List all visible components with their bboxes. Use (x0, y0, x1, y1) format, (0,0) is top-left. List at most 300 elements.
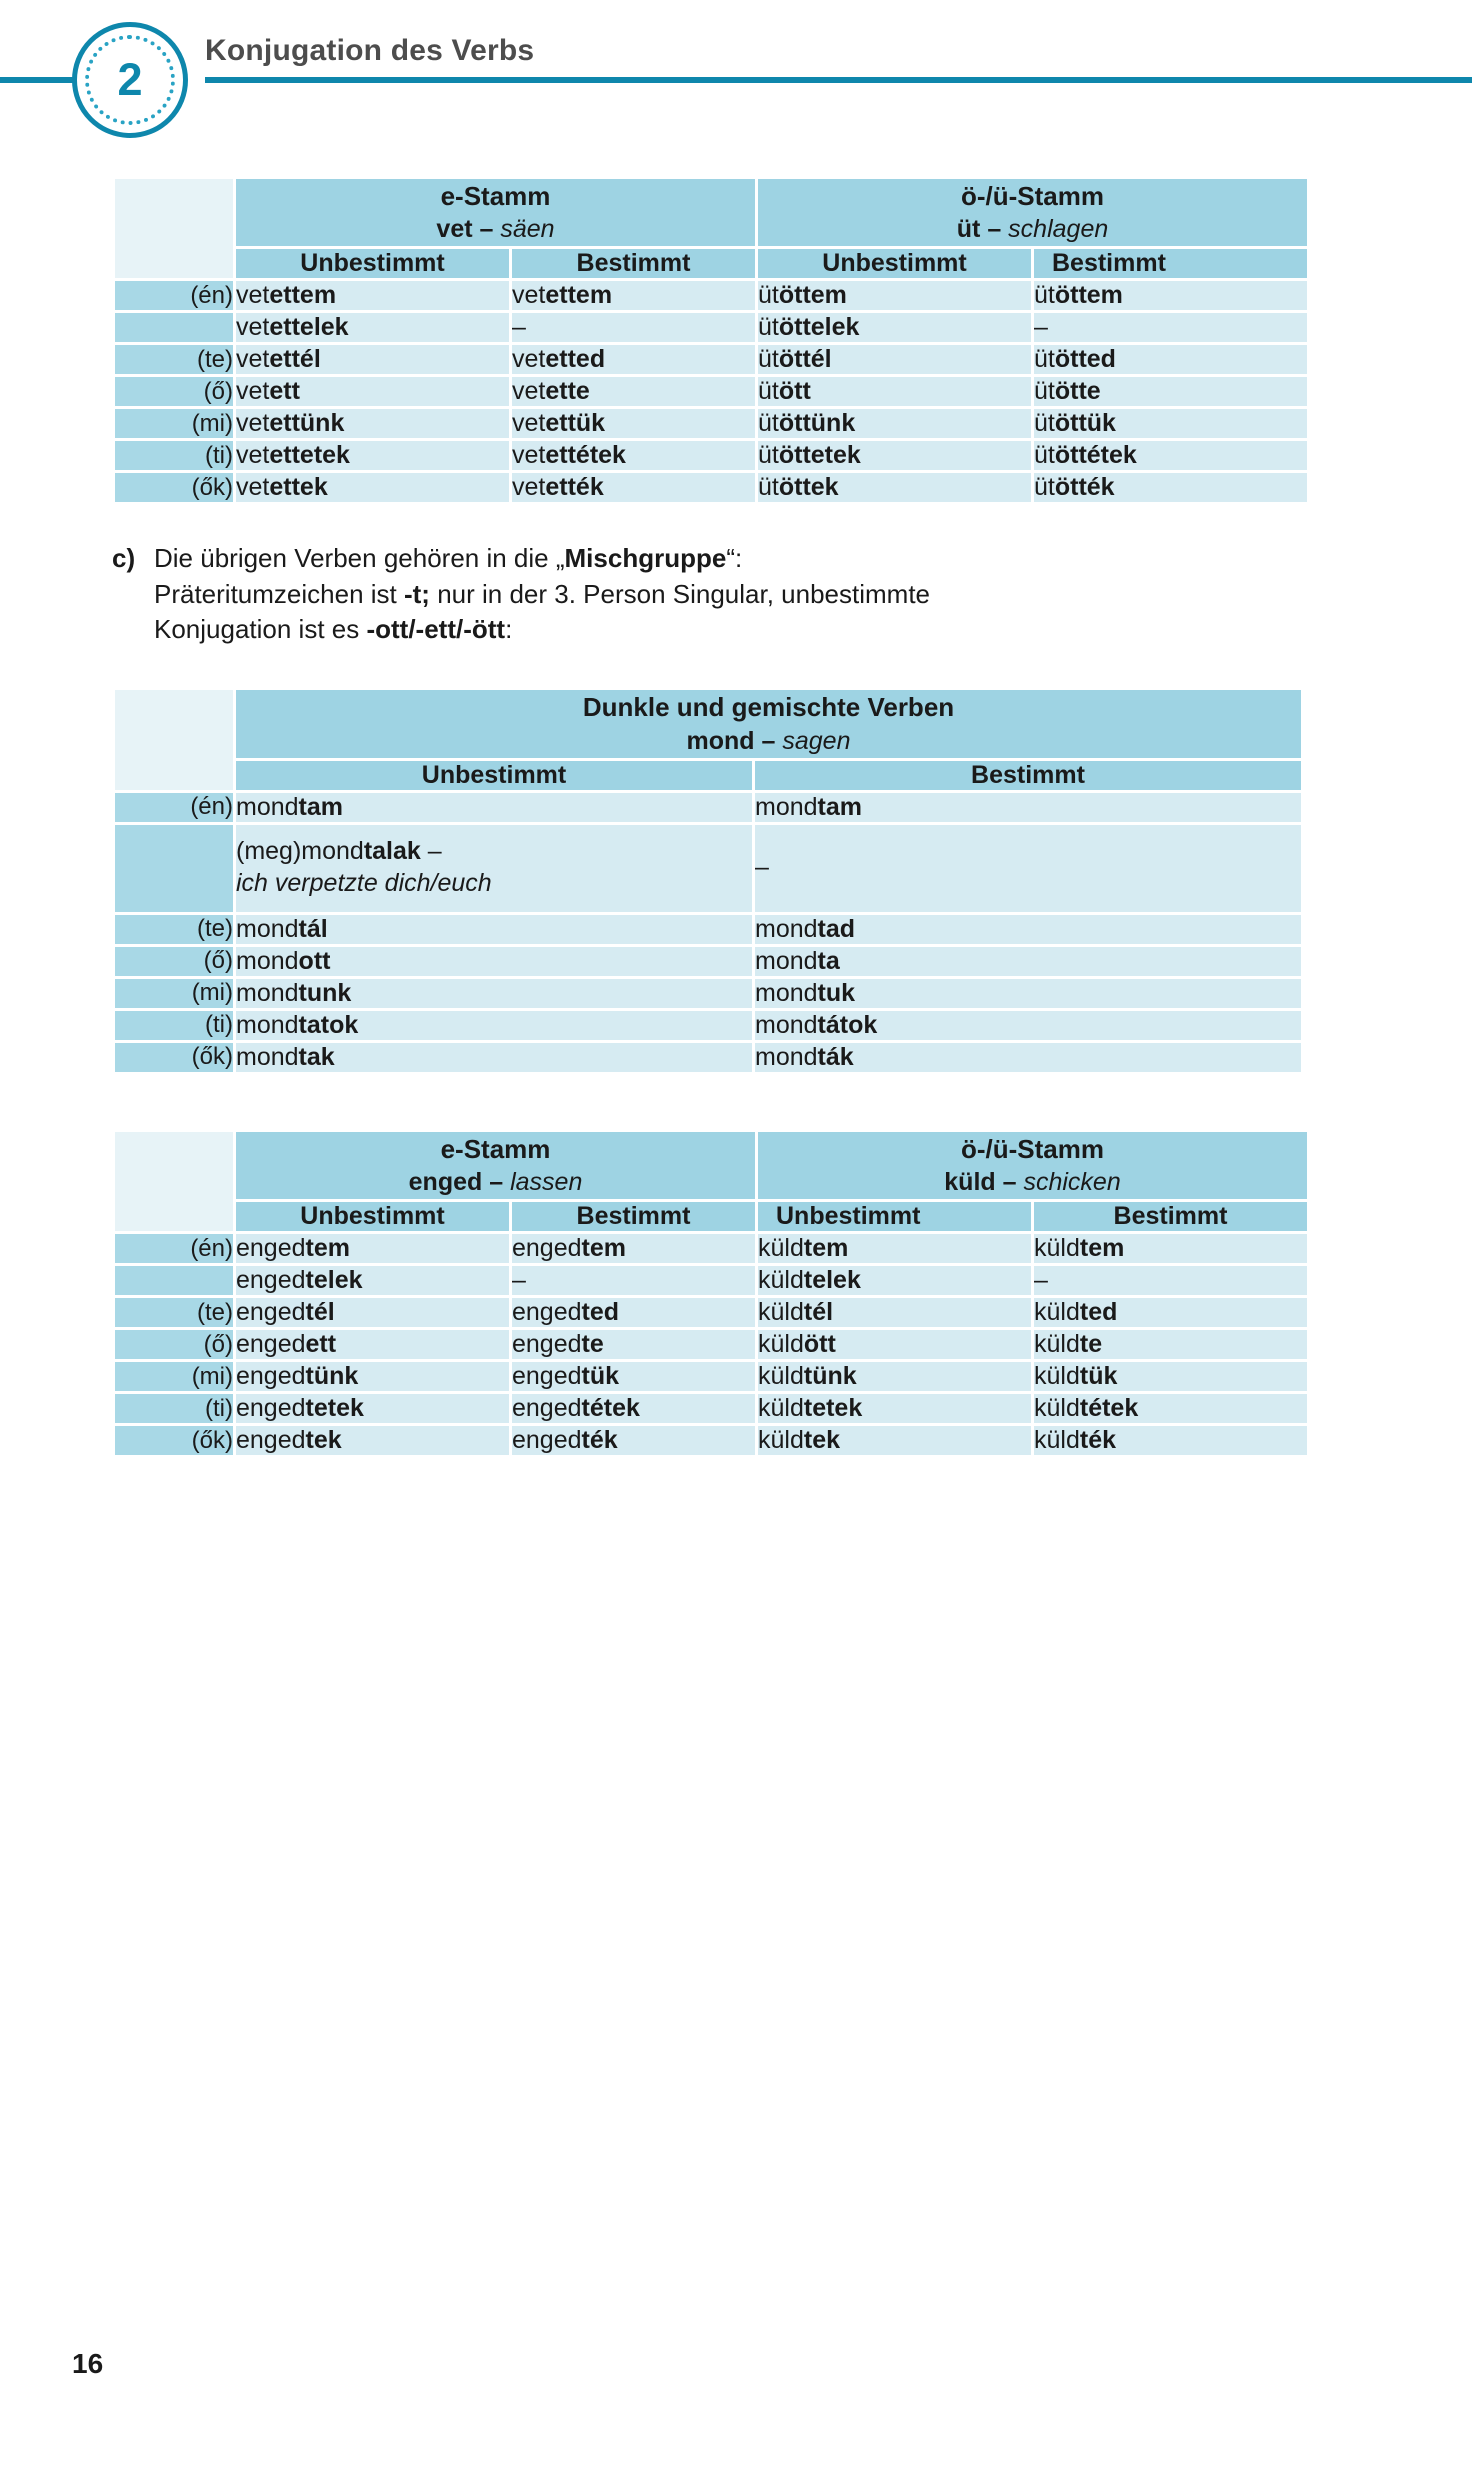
table-group-header-row (115, 690, 1301, 757)
empty-dash: – (512, 1266, 526, 1295)
empty-dash: – (755, 852, 769, 881)
verb-stem: üt (956, 215, 981, 244)
verb-form-cell (236, 947, 752, 976)
pronoun-cell: (ő) (115, 1330, 233, 1359)
page-header (0, 0, 1472, 130)
verb-stem: üt (1034, 281, 1055, 310)
table-subheader-bestimmt: Bestimmt (755, 761, 1301, 790)
group-header-verb (236, 1166, 755, 1199)
verb-form-cell (755, 979, 1301, 1008)
verb-stem: enged (236, 1266, 306, 1295)
verb-ending: ték (581, 1426, 618, 1455)
verb-form-cell (512, 1426, 755, 1455)
verb-ending: ettem (545, 281, 613, 310)
verb-ending: tátok (817, 1010, 878, 1039)
verb-ending: ettelek (269, 313, 349, 342)
verb-gloss: lassen (510, 1168, 583, 1197)
verb-ending: tél (305, 1298, 335, 1327)
verb-form-cell (512, 281, 755, 310)
verb-stem: enged (236, 1394, 306, 1423)
verb-stem: küld (758, 1266, 804, 1295)
verb-stem: vet (236, 313, 270, 342)
verb-ending: te (1079, 1330, 1103, 1359)
verb-form-cell (236, 1298, 509, 1327)
table-group-header (236, 690, 1301, 757)
verb-form-cell (512, 1362, 755, 1391)
verb-gloss: sagen (782, 726, 851, 755)
verb-ending: tétek (581, 1394, 640, 1423)
para-line3-b: -ott/-ett/-ött (366, 614, 506, 645)
verb-stem: üt (1034, 441, 1055, 470)
main-content (0, 130, 1472, 1458)
verb-ending: ettünk (269, 409, 345, 438)
verb-form-cell (758, 1234, 1031, 1263)
verb-form-cell (236, 979, 752, 1008)
verb-form-cell (1034, 281, 1307, 310)
verb-stem: küld (758, 1362, 804, 1391)
verb-stem: üt (758, 409, 779, 438)
verb-ending: etted (545, 345, 606, 374)
verb-form-cell (236, 1394, 509, 1423)
verb-form-cell (512, 1234, 755, 1263)
verb-ending: ott (298, 946, 331, 975)
verb-stem: mond (755, 1010, 818, 1039)
table-subheader-unbestimmt: Unbestimmt (758, 1202, 1031, 1231)
verb-gloss: schicken (1023, 1168, 1121, 1197)
table-group-header (236, 1132, 755, 1199)
pronoun-cell: (mi) (115, 409, 233, 438)
verb-ending: tunk (298, 978, 352, 1007)
verb-form-cell (1034, 1394, 1307, 1423)
conjugation-table-1 (112, 176, 1310, 505)
verb-stem: üt (1034, 377, 1055, 406)
verb-ending: ták (817, 1042, 854, 1071)
verb-ending: ött (803, 1330, 836, 1359)
verb-form-cell (758, 377, 1031, 406)
verb-dash: – (754, 726, 783, 755)
verb-form-cell (1034, 1426, 1307, 1455)
table-subheader-unbestimmt: Unbestimmt (758, 249, 1031, 278)
verb-stem: küld (758, 1394, 804, 1423)
verb-form-cell (512, 409, 755, 438)
verb-form-cell (1034, 1362, 1307, 1391)
verb-ending: tünk (305, 1362, 359, 1391)
verb-form-cell (1034, 473, 1307, 502)
verb-form-cell (512, 1330, 755, 1359)
verb-ending: tak (298, 1042, 335, 1071)
verb-ending: ettél (269, 345, 321, 374)
verb-stem: küld (758, 1298, 804, 1327)
group-header-verb (758, 1166, 1307, 1199)
table-subheader-unbestimmt: Unbestimmt (236, 761, 752, 790)
verb-stem: mond (755, 946, 818, 975)
verb-ending: tem (305, 1234, 350, 1263)
table-subheader-bestimmt: Bestimmt (1034, 1202, 1307, 1231)
pronoun-cell: (ti) (115, 1394, 233, 1423)
verb-ending: tatok (298, 1010, 359, 1039)
verb-gloss: schlagen (1008, 215, 1109, 244)
paragraph-marker: c) (112, 543, 136, 574)
verb-form-cell (512, 345, 755, 374)
conjugation-table-3 (112, 1129, 1310, 1458)
verb-dash: – (980, 215, 1009, 244)
para-line3-a: Konjugation ist es (154, 614, 367, 645)
table-subheader-row (115, 1202, 1307, 1231)
table-subheader-row (115, 249, 1307, 278)
group-header-verb (758, 213, 1307, 246)
verb-ending: ötte (1054, 377, 1101, 406)
pronoun-cell (115, 313, 233, 342)
conjugation-table-2 (112, 687, 1304, 1074)
verb-stem: küld (758, 1426, 804, 1455)
table-row (115, 1394, 1307, 1423)
verb-ending: te (581, 1330, 604, 1359)
verb-suffix: – (420, 836, 442, 865)
verb-form-cell (236, 281, 509, 310)
verb-ending: tem (1079, 1234, 1125, 1263)
verb-form-cell (512, 1394, 755, 1423)
verb-stem: enged (236, 1330, 306, 1359)
empty-dash: – (512, 313, 526, 342)
verb-stem: vet (512, 377, 546, 406)
table-row (115, 1426, 1307, 1455)
table-group-header-row (115, 179, 1307, 246)
paragraph-text (154, 541, 1372, 647)
verb-ending: öttetek (778, 441, 861, 470)
pronoun-cell: (mi) (115, 979, 233, 1008)
verb-form-cell (512, 313, 755, 342)
para-line2-a: Präteritumzeichen ist (154, 578, 404, 609)
verb-ending: tek (803, 1426, 841, 1455)
verb-stem: mond (236, 792, 299, 821)
verb-ending: tek (305, 1426, 342, 1455)
para-line1-b: Mischgruppe (564, 543, 727, 574)
table-corner-cell (115, 690, 233, 789)
verb-form-cell (755, 793, 1301, 822)
table-row (115, 1234, 1307, 1263)
verb-form-cell (758, 1426, 1031, 1455)
table-corner-cell (115, 1132, 233, 1231)
verb-form-cell (236, 1043, 752, 1072)
verb-form-cell (1034, 1234, 1307, 1263)
verb-stem: üt (758, 377, 779, 406)
verb-form-cell (758, 1298, 1031, 1327)
verb-ending: tem (803, 1234, 849, 1263)
pronoun-cell: (ő) (115, 947, 233, 976)
verb-form-cell (758, 281, 1031, 310)
verb-form-cell (1034, 1298, 1307, 1327)
group-header-title: e-Stamm (440, 181, 551, 211)
verb-ending: öttek (778, 473, 839, 502)
verb-stem: enged (512, 1426, 582, 1455)
verb-form-cell (236, 313, 509, 342)
verb-form-cell (1034, 441, 1307, 470)
verb-form-cell (1034, 377, 1307, 406)
pronoun-cell: (ő) (115, 377, 233, 406)
verb-ending: tuk (817, 978, 856, 1007)
verb-stem: küld (1034, 1330, 1080, 1359)
verb-stem: mond (755, 792, 818, 821)
table-group-header-row (115, 1132, 1307, 1199)
verb-form-cell (1034, 313, 1307, 342)
verb-stem: vet (236, 441, 270, 470)
verb-stem: enged (236, 1298, 306, 1327)
verb-ending: öttem (1054, 281, 1123, 310)
table-row (115, 345, 1307, 374)
verb-form-cell (758, 441, 1031, 470)
verb-stem: küld (1034, 1394, 1080, 1423)
verb-form-cell (1034, 1330, 1307, 1359)
table-row (115, 377, 1307, 406)
verb-ending: tem (581, 1234, 626, 1263)
verb-ending: ettem (269, 281, 337, 310)
verb-form-cell (758, 345, 1031, 374)
pronoun-cell: (mi) (115, 1362, 233, 1391)
pronoun-cell: (te) (115, 345, 233, 374)
verb-stem: vet (236, 281, 270, 310)
verb-stem: üt (758, 345, 779, 374)
pronoun-cell: (ők) (115, 473, 233, 502)
verb-form-cell (236, 793, 752, 822)
verb-form-cell (755, 915, 1301, 944)
verb-stem: üt (1034, 409, 1055, 438)
para-line1-c: “: (726, 543, 743, 574)
para-line2-b: -t; (403, 578, 430, 609)
table-row (115, 947, 1301, 976)
verb-ending: tétek (1079, 1394, 1139, 1423)
verb-form-cell (236, 473, 509, 502)
verb-form-cell (755, 947, 1301, 976)
verb-ending: ted (581, 1298, 620, 1327)
verb-stem: vet (512, 409, 546, 438)
pronoun-cell: (én) (115, 1234, 233, 1263)
verb-stem: vet (436, 215, 473, 244)
verb-ending: tam (298, 792, 344, 821)
verb-ending: tetek (305, 1394, 364, 1423)
verb-stem: enged (236, 1234, 306, 1263)
verb-form-cell (236, 409, 509, 438)
verb-stem: üt (758, 473, 779, 502)
verb-stem: küld (1034, 1234, 1080, 1263)
verb-ending: ett (269, 377, 300, 406)
verb-stem: mond (236, 1042, 299, 1071)
group-header-title: ö-/ü-Stamm (961, 181, 1104, 211)
table-row (115, 473, 1307, 502)
table-row (115, 793, 1301, 822)
verb-stem: enged (512, 1234, 582, 1263)
verb-stem: enged (512, 1330, 582, 1359)
verb-form-cell (512, 377, 755, 406)
verb-ending: ött (778, 377, 811, 406)
header-rule-right (205, 77, 1472, 83)
verb-stem: enged (512, 1394, 582, 1423)
verb-ending: ettétek (545, 441, 626, 470)
verb-stem: üt (1034, 345, 1055, 374)
pronoun-cell: (én) (115, 793, 233, 822)
table-subheader-bestimmt: Bestimmt (512, 1202, 755, 1231)
verb-ending: tál (298, 914, 328, 943)
verb-ending: ötték (1054, 473, 1115, 502)
group-header-verb (236, 725, 1301, 758)
pronoun-cell: (te) (115, 1298, 233, 1327)
verb-stem: vet (236, 377, 270, 406)
verb-dash: – (995, 1168, 1024, 1197)
chapter-number: 2 (117, 54, 143, 105)
verb-ending: tünk (803, 1362, 857, 1391)
verb-ending: öttelek (778, 313, 860, 342)
verb-stem: mond (236, 978, 299, 1007)
verb-ending: öttél (778, 345, 832, 374)
verb-stem: mond (755, 914, 818, 943)
verb-stem: küld (1034, 1362, 1080, 1391)
table-group-header (236, 179, 755, 246)
verb-form-cell (1034, 345, 1307, 374)
verb-stem: vet (236, 345, 270, 374)
verb-dash: – (472, 215, 501, 244)
table-row (115, 281, 1307, 310)
verb-form-cell (236, 441, 509, 470)
table-row (115, 313, 1307, 342)
verb-stem: üt (758, 281, 779, 310)
table-subheader-unbestimmt: Unbestimmt (236, 249, 509, 278)
table-subheader-bestimmt: Bestimmt (512, 249, 755, 278)
verb-stem: mond (755, 1042, 818, 1071)
table-subheader-row (115, 761, 1301, 790)
pronoun-cell: (ők) (115, 1043, 233, 1072)
verb-stem: küld (758, 1234, 804, 1263)
verb-ending: tad (817, 914, 856, 943)
verb-form-cell (1034, 409, 1307, 438)
verb-form-cell (755, 1011, 1301, 1040)
table-row (115, 1298, 1307, 1327)
pronoun-cell: (ők) (115, 1426, 233, 1455)
verb-ending: ta (817, 946, 840, 975)
pronoun-cell: (ti) (115, 441, 233, 470)
verb-stem: mond (686, 726, 755, 755)
verb-form-cell (755, 825, 1301, 912)
verb-stem: küld (1034, 1426, 1080, 1455)
verb-form-cell (512, 473, 755, 502)
verb-ending: öttem (778, 281, 847, 310)
verb-ending: ted (1079, 1298, 1118, 1327)
verb-form-cell (1034, 1266, 1307, 1295)
pronoun-cell: (én) (115, 281, 233, 310)
verb-form-cell (236, 377, 509, 406)
verb-ending: ettetek (269, 441, 350, 470)
verb-form-cell (236, 825, 752, 912)
verb-ending: ették (545, 473, 604, 502)
verb-form-cell (758, 1362, 1031, 1391)
pronoun-cell: (te) (115, 915, 233, 944)
verb-stem: vet (512, 345, 546, 374)
verb-ending: ettük (545, 409, 606, 438)
page-title: Konjugation des Verbs (205, 34, 535, 67)
verb-stem: vet (512, 281, 546, 310)
verb-stem: mond (236, 946, 299, 975)
verb-stem: vet (512, 441, 546, 470)
verb-form-cell (236, 345, 509, 374)
verb-form-cell (758, 1394, 1031, 1423)
verb-ending: tük (1079, 1362, 1118, 1391)
verb-form-cell (512, 1298, 755, 1327)
verb-ending: ettek (269, 473, 328, 502)
table-row (115, 441, 1307, 470)
verb-dash: – (482, 1168, 511, 1197)
verb-form-cell (236, 1362, 509, 1391)
verb-ending: tük (581, 1362, 620, 1391)
verb-gloss: säen (500, 215, 555, 244)
table-row (115, 1330, 1307, 1359)
verb-form-cell (758, 313, 1031, 342)
table-row (115, 409, 1307, 438)
table-row (115, 979, 1301, 1008)
verb-ending: tél (803, 1298, 834, 1327)
verb-stem: enged (236, 1362, 306, 1391)
para-line1-a: Die übrigen Verben gehören in die „ (154, 543, 565, 574)
table-row (115, 1043, 1301, 1072)
verb-ending: talak (363, 836, 421, 865)
verb-stem: üt (758, 441, 779, 470)
table-corner-cell (115, 179, 233, 278)
table-group-header (758, 179, 1307, 246)
verb-form-cell (236, 1234, 509, 1263)
pronoun-cell (115, 825, 233, 912)
verb-stem: üt (758, 313, 779, 342)
verb-stem: mond (236, 1010, 299, 1039)
verb-ending: öttük (1054, 409, 1116, 438)
verb-stem: küld (944, 1168, 996, 1197)
para-line2-c: nur in der 3. Person Singular, unbestimmte (429, 578, 931, 609)
verb-stem: mond (236, 914, 299, 943)
para-line3-c: : (505, 614, 513, 645)
table-group-header (758, 1132, 1307, 1199)
table-subheader-unbestimmt: Unbestimmt (236, 1202, 509, 1231)
verb-ending: tam (817, 792, 863, 821)
verb-stem: mond (755, 978, 818, 1007)
table-row (115, 1011, 1301, 1040)
table-row (115, 825, 1301, 912)
verb-stem: enged (236, 1426, 306, 1455)
table-row (115, 915, 1301, 944)
paragraph-c (112, 541, 1372, 647)
verb-stem: küld (1034, 1298, 1080, 1327)
verb-ending: telek (803, 1266, 861, 1295)
group-header-title: ö-/ü-Stamm (961, 1133, 1104, 1164)
verb-ending: ette (545, 377, 590, 406)
group-header-title: Dunkle und gemischte Verben (582, 692, 955, 723)
verb-ending: öttétek (1054, 441, 1137, 470)
verb-ending: ötted (1054, 345, 1116, 374)
group-header-title: e-Stamm (440, 1133, 551, 1164)
verb-form-cell (512, 441, 755, 470)
page-number: 16 (72, 2348, 104, 2379)
verb-stem: vet (512, 473, 546, 502)
verb-form-cell (236, 1330, 509, 1359)
verb-stem: vet (236, 409, 270, 438)
verb-stem: (meg)mond (236, 836, 364, 865)
verb-stem: küld (758, 1330, 804, 1359)
verb-stem: enged (408, 1168, 483, 1197)
verb-form-cell (758, 1330, 1031, 1359)
verb-ending: ték (1079, 1426, 1117, 1455)
verb-ending: telek (305, 1266, 363, 1295)
verb-ending: öttünk (778, 409, 856, 438)
verb-ending: tetek (803, 1394, 863, 1423)
empty-dash: – (1034, 313, 1048, 342)
verb-form-cell (236, 1266, 509, 1295)
verb-form-cell (236, 1011, 752, 1040)
verb-form-cell (758, 473, 1031, 502)
